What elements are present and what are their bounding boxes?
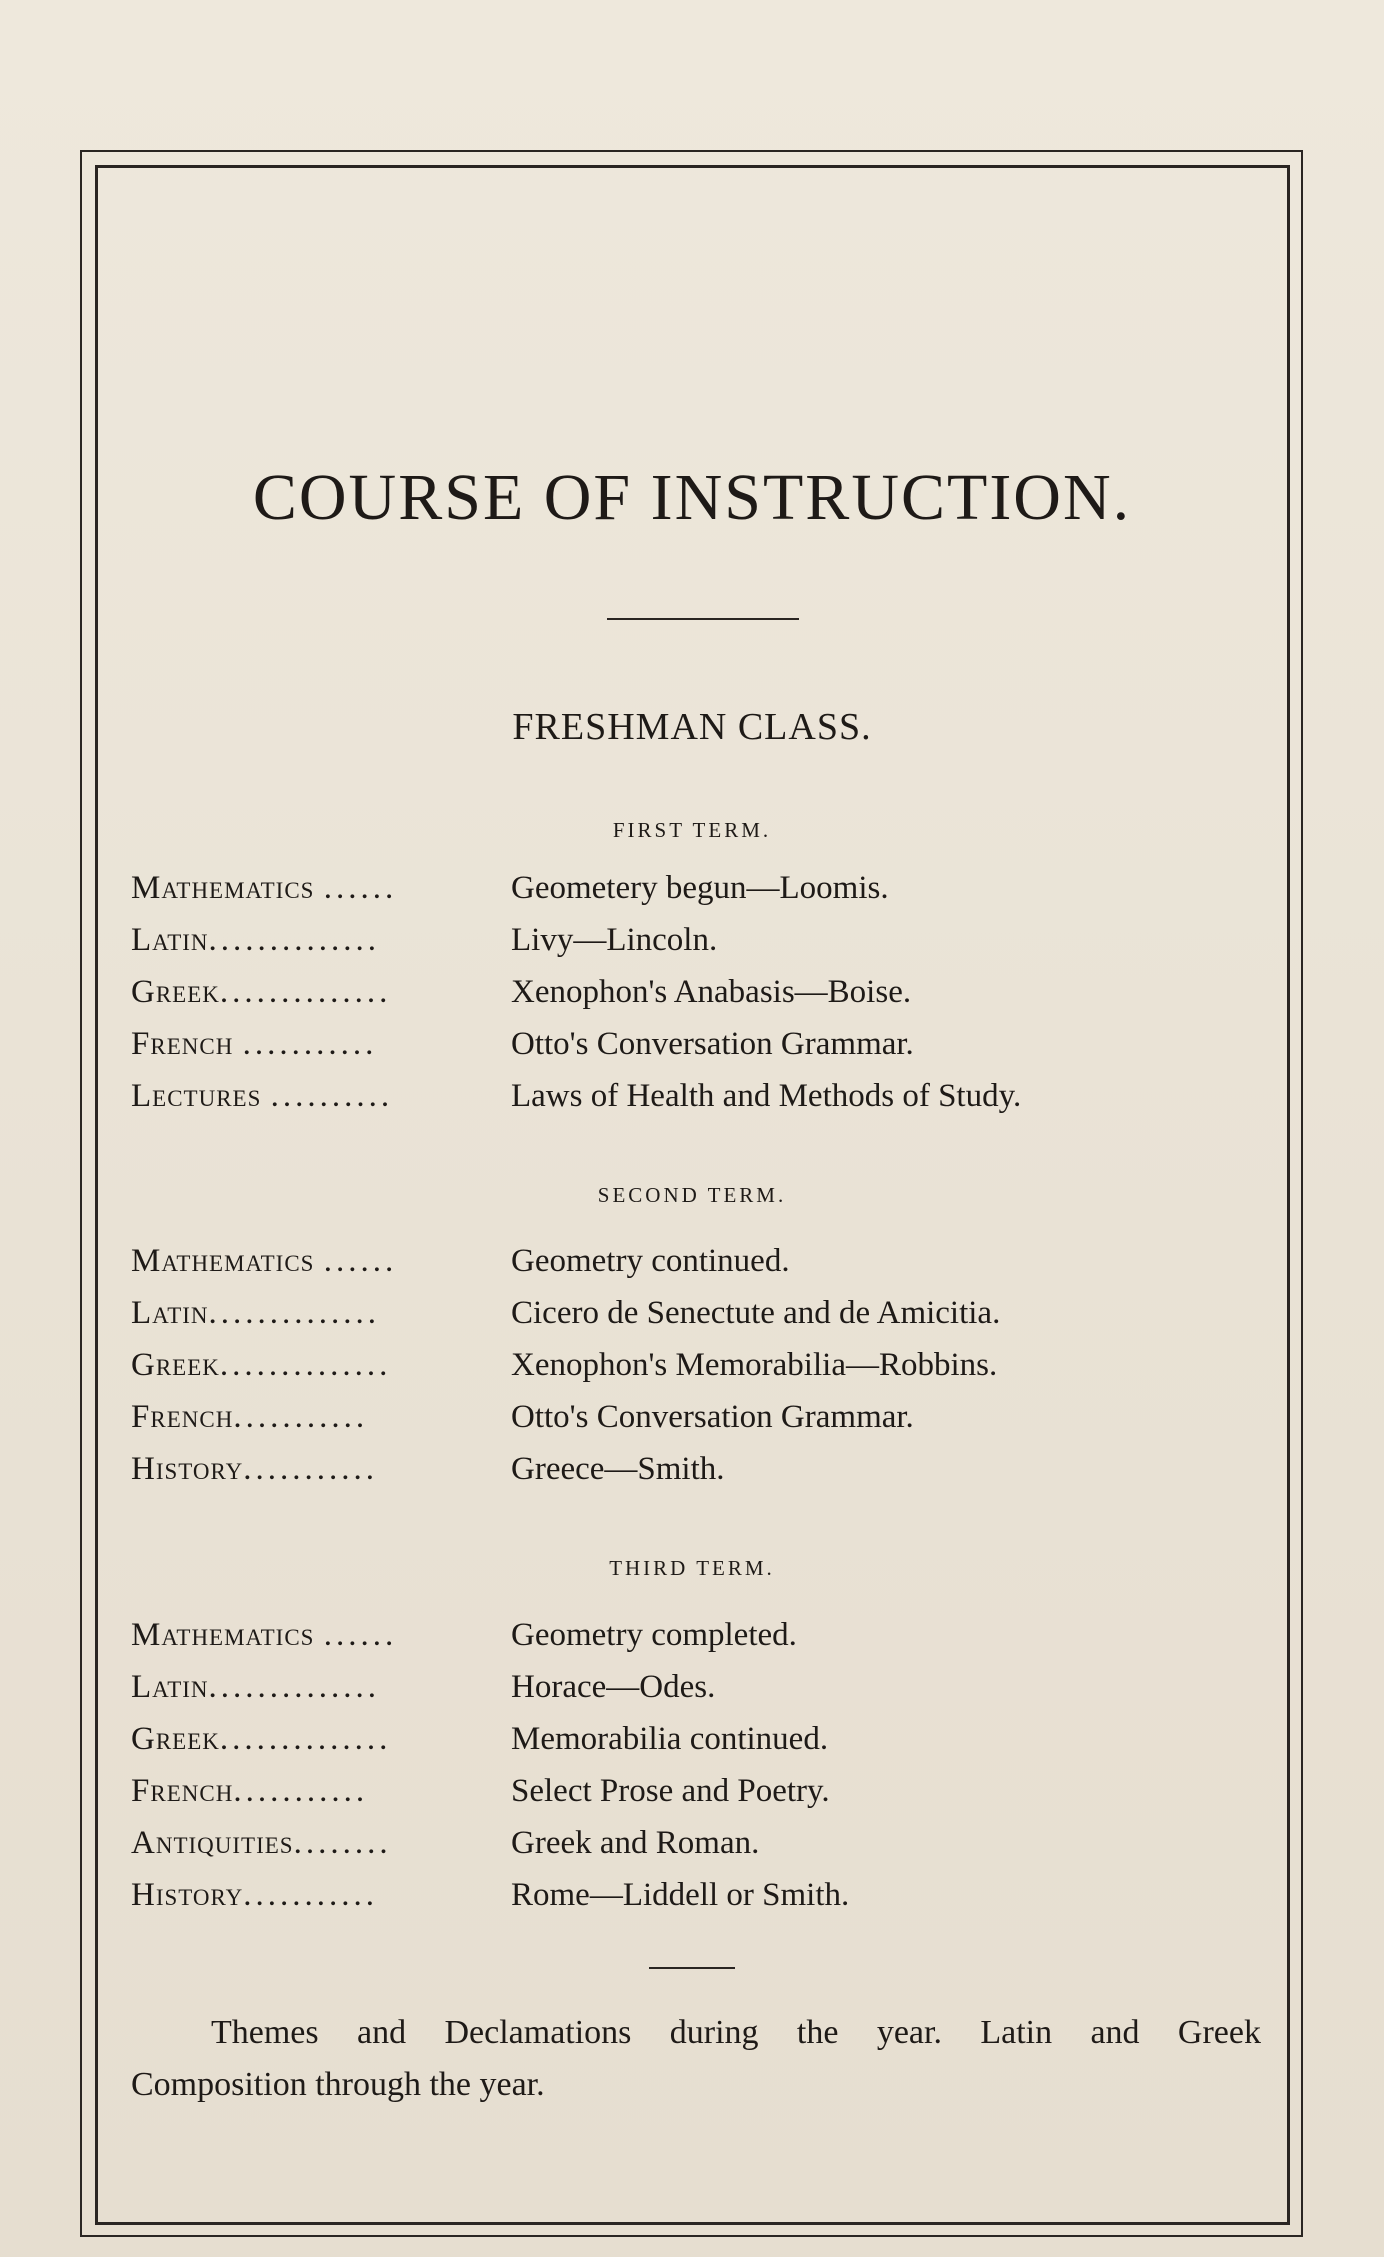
course-row <box>131 1669 1251 1713</box>
course-description: Xenophon's Anabasis—Boise. <box>511 974 912 1010</box>
course-row <box>131 922 1251 966</box>
course-description: Xenophon's Memorabilia—Robbins. <box>511 1347 998 1383</box>
course-description: Greek and Roman. <box>511 1825 760 1861</box>
course-description: Geometry completed. <box>511 1617 797 1653</box>
footer-divider <box>649 1967 735 1969</box>
course-description: Select Prose and Poetry. <box>511 1773 830 1809</box>
subject-label: Greek.............. <box>131 1347 392 1383</box>
term-heading-first: FIRST TERM. <box>612 818 772 842</box>
course-description: Otto's Conversation Grammar. <box>511 1399 914 1435</box>
subject-label: Mathematics ...... <box>131 1617 398 1653</box>
course-row <box>131 1078 1251 1122</box>
course-row <box>131 1617 1251 1661</box>
subject-label: Mathematics ...... <box>131 1243 398 1279</box>
course-description: Memorabilia continued. <box>511 1721 829 1757</box>
course-row <box>131 1825 1251 1869</box>
subject-label: Latin.............. <box>131 922 381 958</box>
course-description: Livy—Lincoln. <box>511 922 718 958</box>
subject-label: Antiquities........ <box>131 1825 392 1861</box>
course-description: Rome—Liddell or Smith. <box>511 1877 850 1913</box>
course-description: Otto's Conversation Grammar. <box>511 1026 914 1062</box>
course-row <box>131 1773 1251 1817</box>
subject-label: History........... <box>131 1451 378 1487</box>
subject-label: Greek.............. <box>131 974 392 1010</box>
subject-label: French ........... <box>131 1026 378 1062</box>
course-row <box>131 870 1251 914</box>
subject-label: Latin.............. <box>131 1295 381 1331</box>
page-title: COURSE OF INSTRUCTION. <box>252 461 1132 534</box>
title-divider <box>607 618 799 620</box>
subject-label: Mathematics ...... <box>131 870 398 906</box>
course-description: Geometery begun—Loomis. <box>511 870 889 906</box>
course-row <box>131 974 1251 1018</box>
course-description: Laws of Health and Methods of Study. <box>511 1078 1022 1114</box>
course-description: Horace—Odes. <box>511 1669 716 1705</box>
subject-label: Latin.............. <box>131 1669 381 1705</box>
subject-label: Greek.............. <box>131 1721 392 1757</box>
course-row <box>131 1295 1251 1339</box>
class-heading: FRESHMAN CLASS. <box>512 706 872 748</box>
term-heading-third: THIRD TERM. <box>609 1556 775 1580</box>
course-row <box>131 1877 1251 1921</box>
subject-label: French........... <box>131 1773 369 1809</box>
course-row <box>131 1451 1251 1495</box>
footer-note-line-1: Themes and Declamations during the year. Latin and Greek <box>211 2014 1261 2051</box>
course-description: Geometry continued. <box>511 1243 790 1279</box>
subject-label: History........... <box>131 1877 378 1913</box>
subject-label: Lectures .......... <box>131 1078 394 1114</box>
course-row <box>131 1721 1251 1765</box>
term-heading-second: SECOND TERM. <box>597 1183 787 1207</box>
course-description: Greece—Smith. <box>511 1451 725 1487</box>
course-row <box>131 1026 1251 1070</box>
course-row <box>131 1243 1251 1287</box>
course-row <box>131 1347 1251 1391</box>
subject-label: French........... <box>131 1399 369 1435</box>
footer-note-line-2: Composition through the year. <box>131 2066 545 2103</box>
course-description: Cicero de Senectute and de Amicitia. <box>511 1295 1001 1331</box>
course-row <box>131 1399 1251 1443</box>
